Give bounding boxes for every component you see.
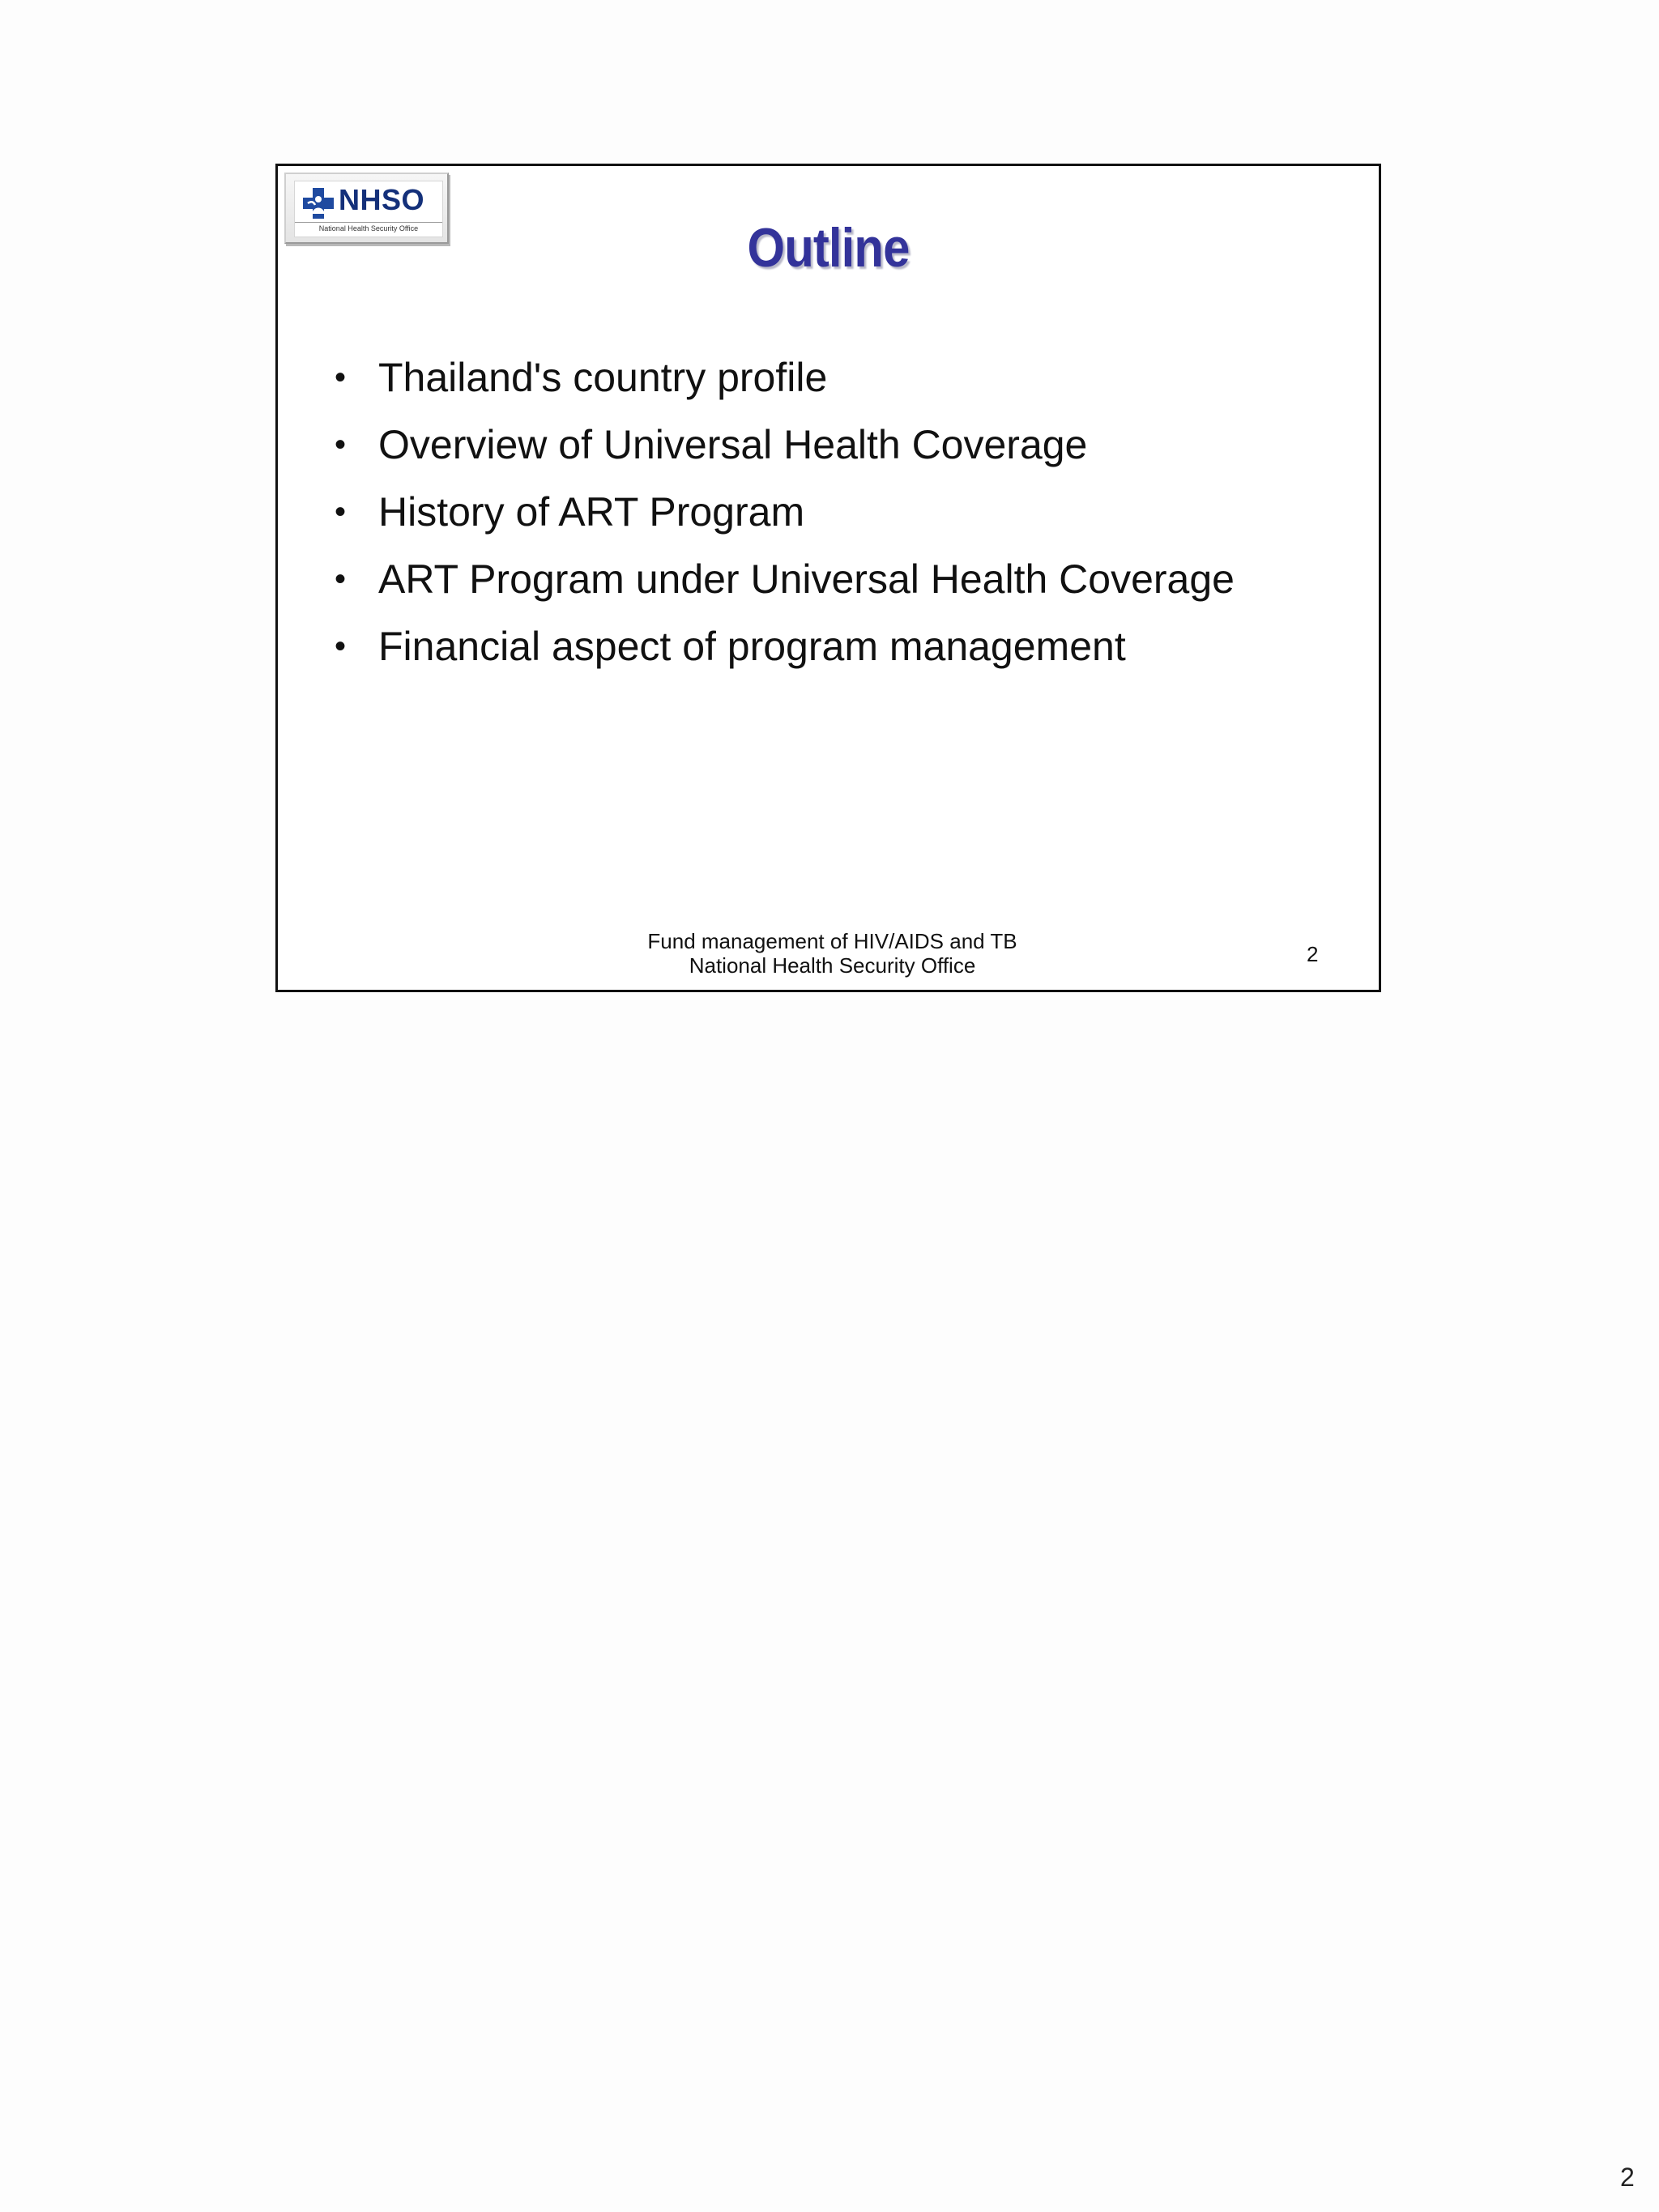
bullet-icon: • [335,561,347,597]
bullet-list [335,344,1235,680]
page-number: 2 [1620,2163,1635,2192]
list-item [335,613,1235,680]
bullet-text: Financial aspect of program management [378,624,1126,669]
bullet-icon: • [335,427,347,462]
list-item [335,546,1235,613]
bullet-text: Thailand's country profile [378,355,828,400]
bullet-icon: • [335,494,347,530]
footer-line-2: National Health Security Office [689,953,976,978]
list-item [335,479,1235,546]
logo-wordmark: NHSO [339,183,425,216]
slide-number: 2 [1307,942,1319,966]
list-item [335,344,1235,411]
bullet-text: History of ART Program [378,489,805,535]
logo-subtitle: National Health Security Office [295,222,442,232]
list-item [335,411,1235,479]
footer-line-1: Fund management of HIV/AIDS and TB [647,929,1017,953]
slide-title: Outline [747,217,910,279]
bullet-text: Overview of Universal Health Coverage [378,422,1088,467]
medical-cross-icon [301,186,335,220]
slide [275,164,1381,992]
bullet-text: ART Program under Universal Health Coverage [378,556,1235,602]
bullet-icon: • [335,360,347,395]
bullet-icon: • [335,629,347,664]
slide-footer [278,929,1379,978]
